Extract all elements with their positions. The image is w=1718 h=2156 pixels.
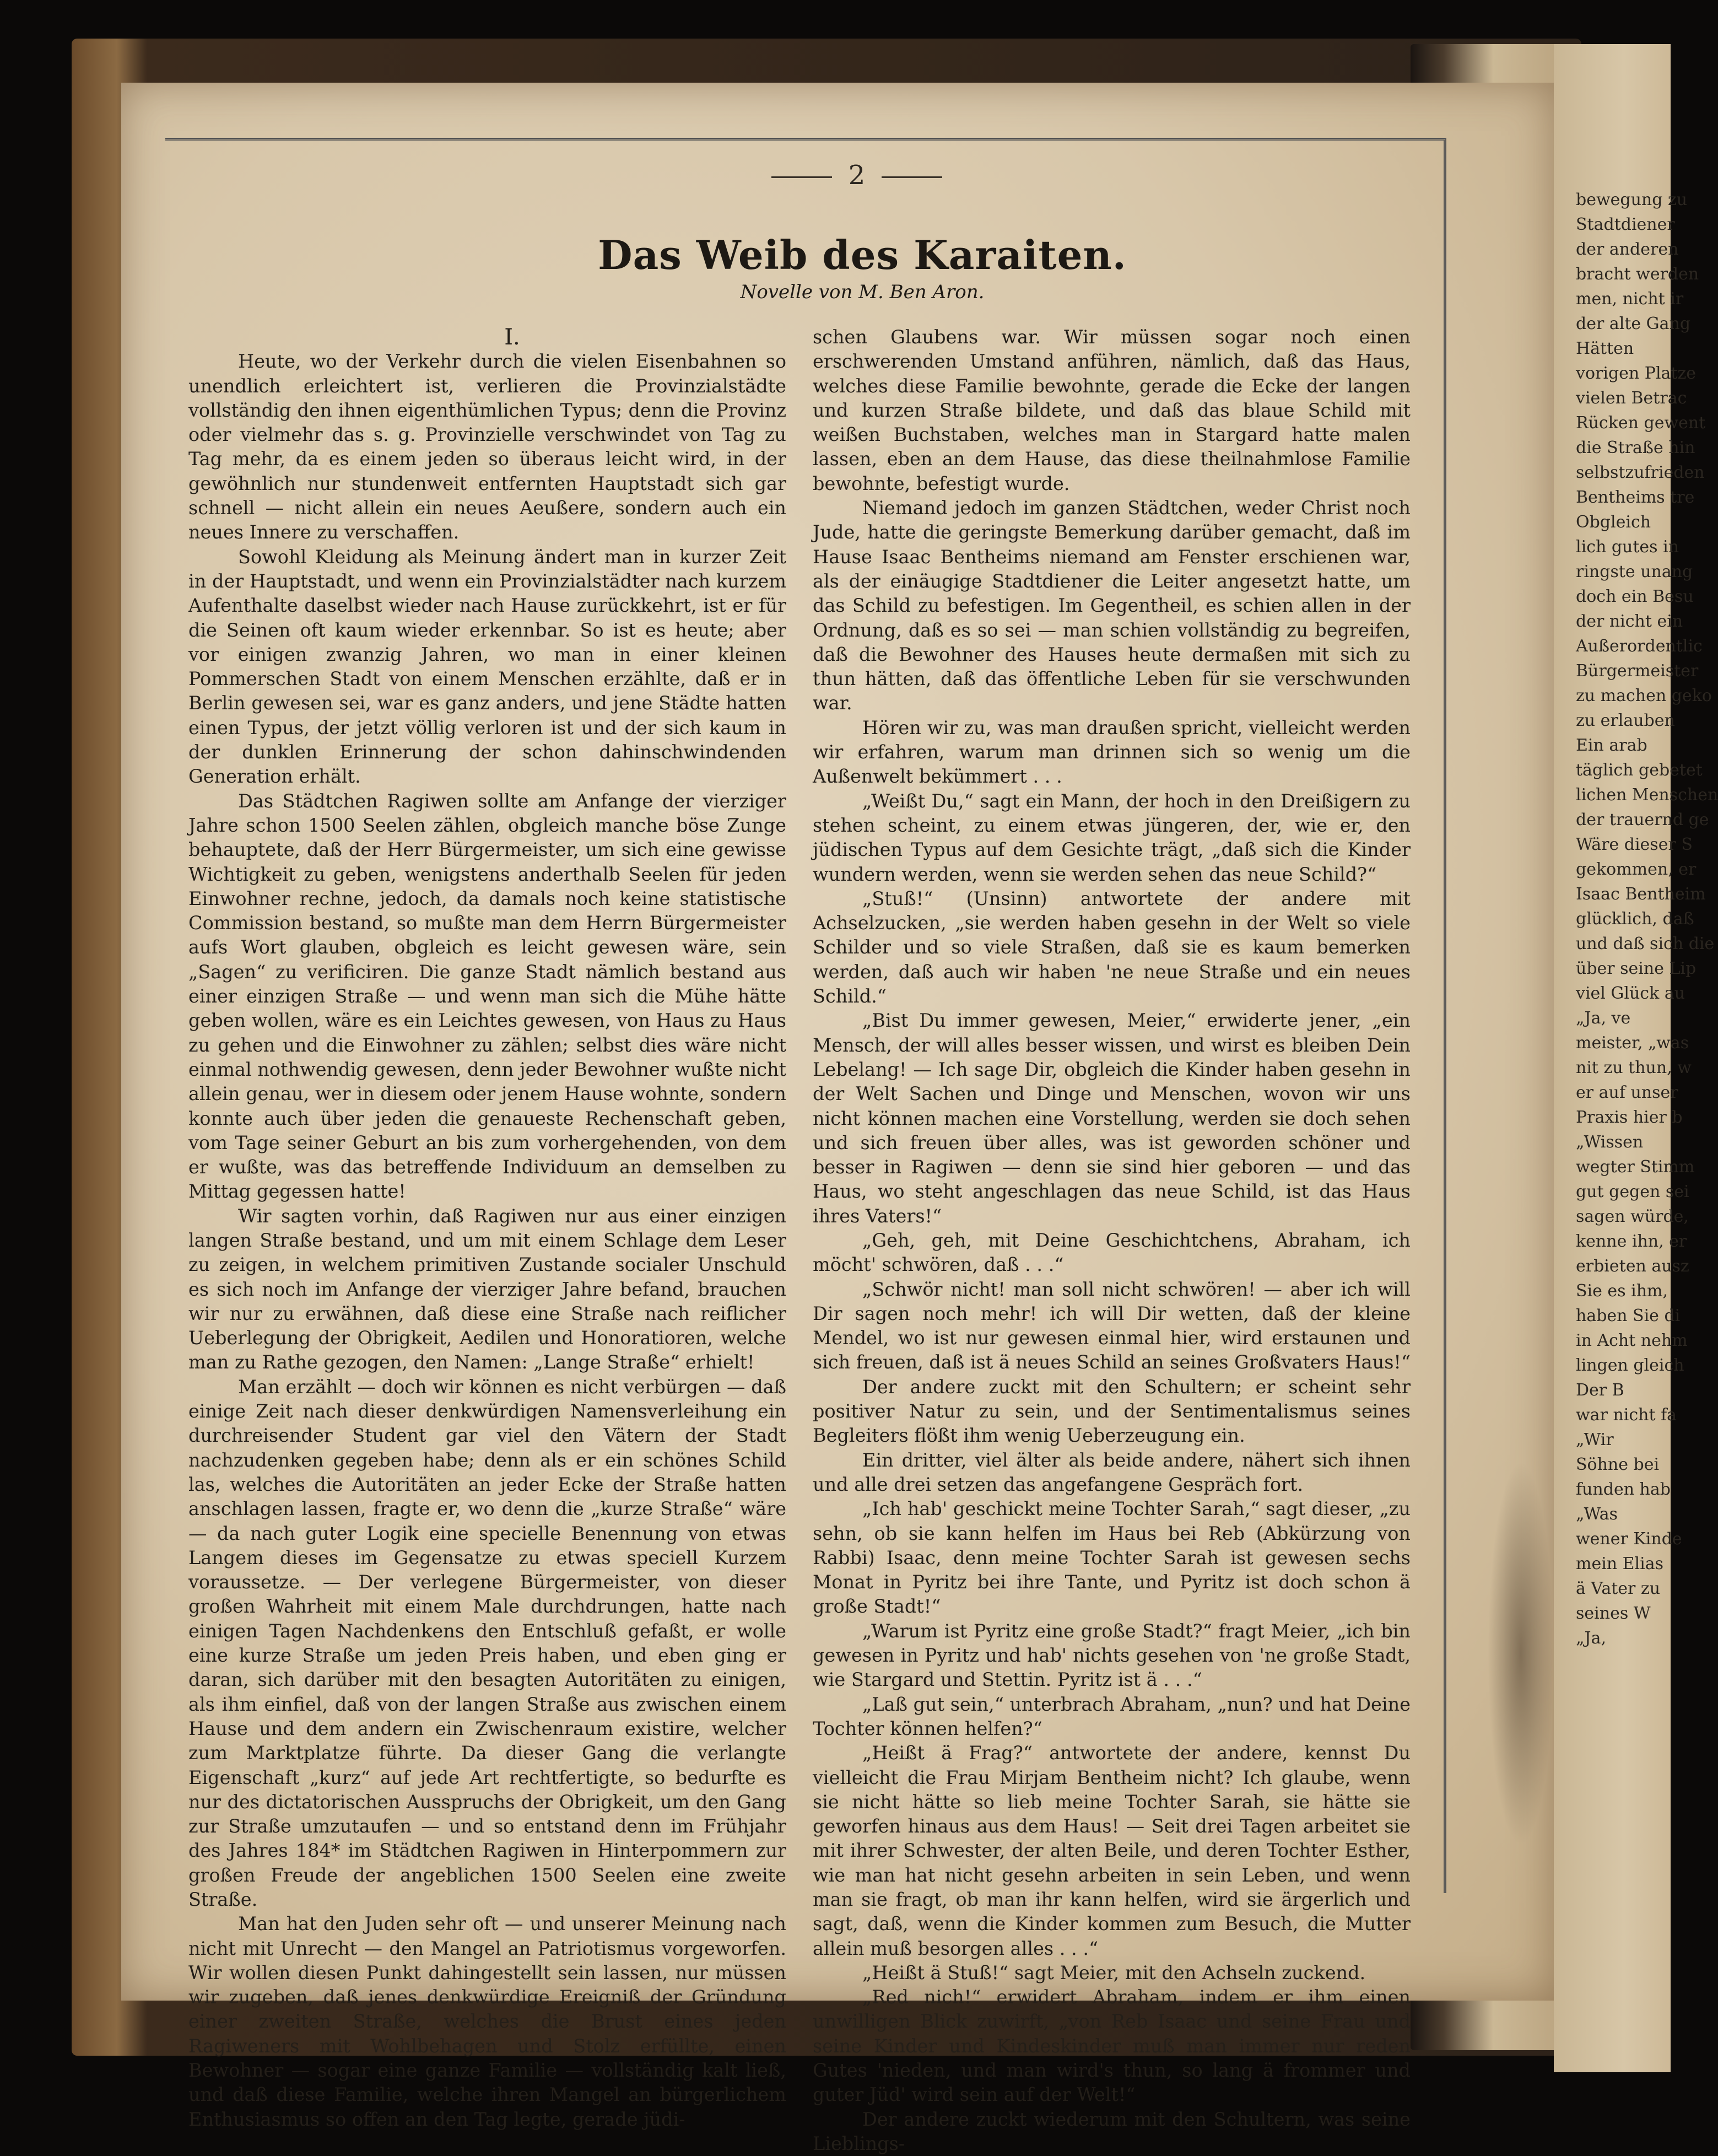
next-page-line: Rücken gewent — [1576, 413, 1706, 433]
next-page-line: Bentheims tre — [1576, 488, 1695, 507]
page-damage — [1488, 1460, 1554, 1846]
paragraph: „Geh, geh, mit Deine Geschichtchens, Abraham, ich möcht' schwören, daß . . .“ — [813, 1229, 1411, 1276]
next-page-fragment — [1554, 44, 1718, 2072]
next-page-line: Söhne bei — [1576, 1455, 1660, 1474]
paragraph: „Bist Du immer gewesen, Meier,“ erwiderte jener, „ein Mensch, der will alles besser wissen, und wirst es bleiben Dein Lebelang! — Ich sage Dir, obgleich die Kinder haben gesehn in der Welt Sachen und Dinge und Menschen, wovon wir uns nicht können machen eine Vorstellung, werden sie doch sehen und sich freuen über alles, was ist geworden schöner und besser in Ragiwen — denn sie sind hier geboren — und das Haus, wo steht angeschlagen das neue Schild, ist das Haus ihres Vaters!“ — [813, 1010, 1411, 1227]
next-page-line: wegter Stimm — [1576, 1157, 1695, 1177]
next-page-line: haben Sie di — [1576, 1306, 1681, 1325]
next-page-line: zu erlauben — [1576, 711, 1675, 730]
next-page-line: men, nicht ir — [1576, 289, 1684, 309]
next-page-line: bewegung zu — [1576, 190, 1688, 209]
next-page-line: war nicht fa — [1576, 1405, 1677, 1425]
paragraph: „Weißt Du,“ sagt ein Mann, der hoch in den Dreißigern zu stehen scheint, zu einem etwas jüngeren, der, wie er, den jüdischen Typus auf dem Gesichte trägt, „daß sich die Kinder wundern werden, wenn sie werden sehen das neue Schild?“ — [813, 790, 1411, 885]
next-page-line: Außerordentlic — [1576, 637, 1703, 656]
paragraph: „Heißt ä Frag?“ antwortete der andere, kennst Du vielleicht die Frau Mirjam Bentheim nicht? Ich glaube, wenn sie nicht hätte so lieb meine Tochter Sarah, sie hätte sie geworfen hinaus aus dem Haus! — Seit drei Tagen arbeitet sie mit ihrer Schwester, der alten Beile, und deren Tochter Esther, wie man hat nicht gesehn arbeiten in sein Leben, und wenn man sie fragt, ob man ihr kann helfen, wird sie ärgerlich und sagt, daß, wenn die Kinder kommen zum Besuch, die Mutter allein muß besorgen alles . . .“ — [813, 1742, 1411, 1959]
next-page-line: „Ja, — [1576, 1629, 1606, 1648]
article-title: Das Weib des Karaiten. — [598, 231, 1127, 278]
next-page-line: Obgleich — [1576, 513, 1651, 532]
next-page-line: über seine Lip — [1576, 959, 1697, 978]
right-column — [813, 325, 1411, 2156]
next-page-line: „Wir — [1576, 1430, 1614, 1449]
next-page-line: erbieten ausz — [1576, 1257, 1689, 1276]
paragraph: „Stuß!“ (Unsinn) antwortete der andere mit Achselzucken, „sie werden haben gesehn in der Welt so viele Schilder und so viele Straßen, daß sie es kaum bemerken werden, daß auch wir haben 'ne neue Straße und ein neues Schild.“ — [813, 887, 1411, 1007]
next-page-line: Sie es ihm, — [1576, 1281, 1668, 1301]
next-page-line: seines W — [1576, 1604, 1651, 1623]
next-page-line: funden hab — [1576, 1480, 1671, 1499]
paragraph: Heute, wo der Verkehr durch die vielen Eisenbahnen so unendlich erleichtert ist, verlieren die Provinzialstädte vollständig den ihnen eigenthümlichen Typus; denn die Provinz oder vielmehr das s. g. Provinzielle verschwindet von Tag zu Tag mehr, da es einem jeden so überaus leicht wird, in der gewöhnlich nur stundenweit entfernten Hauptstadt sich gar schnell — nicht allein ein neues Aeußere, sondern auch ein neues Innere zu verschaffen. — [188, 351, 786, 543]
paragraph: Niemand jedoch im ganzen Städtchen, weder Christ noch Jude, hatte die geringste Bemerkung darüber gemacht, daß im Hause Isaac Bentheims niemand am Fenster erschienen war, als der einäugige Stadtdiener die Leiter angesetzt hatte, um das Schild zu befestigen. Im Gegentheil, es schien allen in der Ordnung, daß es so sei — man schien vollständig zu begreifen, daß die Bewohner des Hauses heute dermaßen mit sich zu thun hätten, daß das öffentliche Leben für sie verschwunden war. — [813, 497, 1411, 714]
next-page-line: vorigen Platze — [1576, 364, 1697, 383]
next-page-line: in Acht nehm — [1576, 1331, 1688, 1350]
next-page-line: Hätten — [1576, 339, 1634, 358]
article-subtitle: Novelle von M. Ben Aron. — [740, 281, 985, 303]
next-page-line: der anderen — [1576, 240, 1679, 259]
next-page-line: sagen würde, — [1576, 1207, 1689, 1226]
next-page-line: lich gutes in — [1576, 537, 1679, 557]
paragraph: Hören wir zu, was man draußen spricht, vielleicht werden wir erfahren, warum man drinnen sich so wenig um die Außenwelt bekümmert . . . — [813, 716, 1411, 788]
next-page-line: Stadtdiener — [1576, 215, 1675, 234]
next-page-line: kenne ihn, er — [1576, 1232, 1687, 1251]
next-page-line: bracht werden — [1576, 265, 1699, 284]
paragraph: „Red nich!“ erwidert Abraham, indem er ihm einen unwilligen Blick zuwirft, „von Reb Isaac und seine Frau und seine Kinder und Kindeskinder muß man immer nur reden Gutes 'nieden, und man wird's thun, so lang ä frommer und guter Jüd' wird sein auf der Welt!“ — [813, 1986, 1411, 2106]
next-page-line: ä Vater zu — [1576, 1579, 1661, 1598]
left-column — [188, 325, 786, 2132]
paragraph: Der andere zuckt mit den Schultern; er scheint sehr positiver Natur zu sein, und der Sentimentalismus seines Begleiters flößt ihm wenig Ueberzeugung ein. — [813, 1376, 1411, 1447]
next-page-line: die Straße hin — [1576, 438, 1695, 457]
next-page-line: Ein arab — [1576, 736, 1647, 755]
next-page-line: und daß sich die — [1576, 934, 1715, 953]
next-page-line: ringste unang — [1576, 562, 1693, 581]
next-page-line: wener Kinde — [1576, 1529, 1682, 1549]
next-page-line: „Ja, ve — [1576, 1009, 1631, 1028]
next-page-line: Praxis hier b — [1576, 1108, 1683, 1127]
section-number: I. — [504, 325, 520, 350]
paragraph: „Warum ist Pyritz eine große Stadt?“ fragt Meier, „ich bin gewesen in Pyritz und hab' nichts gesehen von 'ne große Stadt, wie Stargard und Stettin. Pyritz ist ä . . .“ — [813, 1620, 1411, 1691]
next-page-line: Bürgermeister — [1576, 661, 1699, 681]
next-page-line: lingen gleich — [1576, 1356, 1684, 1375]
next-page-line: er auf unser — [1576, 1083, 1678, 1102]
next-page-line: „Wissen — [1576, 1133, 1644, 1152]
next-page-line: „Was — [1576, 1505, 1618, 1524]
next-page-line: selbstzufrieden — [1576, 463, 1705, 482]
paragraph: schen Glaubens war. Wir müssen sogar noch einen erschwerenden Umstand anführen, nämlich, daß das Haus, welches diese Familie bewohnte, gerade die Ecke der langen und kurzen Straße bildete, und daß das blaue Schild mit weißen Buchstaben, welches man in Stargard hatte malen lassen, eben an dem Hause, das diese theilnahmlose Familie bewohnte, befestigt wurde. — [813, 326, 1411, 494]
next-page-line: nit zu thun, w — [1576, 1058, 1692, 1077]
next-page-line: viel Glück au — [1576, 984, 1685, 1003]
paragraph: „Schwör nicht! man soll nicht schwören! — aber ich will Dir sagen noch mehr! ich will Dir wetten, daß der kleine Mendel, wo ist nur gewesen einmal hier, wird erstaunen und sich freuen, daß ist ä neues Schild an seines Großvaters Haus!“ — [813, 1278, 1411, 1373]
next-page-line: glücklich, daß — [1576, 909, 1694, 929]
next-page-line: lichen Menschen — [1576, 785, 1718, 805]
next-page-line: mein Elias — [1576, 1554, 1664, 1573]
page-number: 2 — [691, 160, 1022, 191]
next-page-line: vielen Betrac — [1576, 389, 1687, 408]
paragraph: Wir sagten vorhin, daß Ragiwen nur aus einer einzigen langen Straße bestand, und um mit einem Schlage dem Leser zu zeigen, in welchem primitiven Zustande socialer Unschuld es sich noch im Anfange der vierziger Jahre befand, brauchen wir nur zu erwähnen, daß diese eine Straße nach reiflicher Ueberlegung der Obrigkeit, Aedilen und Honoratioren, welche man zu Rathe gezogen, den Namen: „Lange Straße“ erhielt! — [188, 1205, 786, 1373]
next-page-line: zu machen geko — [1576, 686, 1712, 705]
paragraph: Ein dritter, viel älter als beide andere, nähert sich ihnen und alle drei setzen das angefangene Gespräch fort. — [813, 1449, 1411, 1495]
next-page-line: gekommen, er — [1576, 860, 1697, 879]
paragraph: Das Städtchen Ragiwen sollte am Anfange der vierziger Jahre schon 1500 Seelen zählen, obgleich manche böse Zunge behauptete, daß der Herr Bürgermeister, um sich eine gewisse Wichtigkeit zu geben, wenigstens anderthalb Seelen für jeden Einwohner rechne, jedoch, da damals noch keine statistische Commission bestand, so mußte man dem Herrn Bürgermeister aufs Wort glauben, obgleich es leicht gewesen wäre, sein „Sagen“ zu verificiren. Die ganze Stadt nämlich bestand aus einer einzigen Straße — und wenn man sich die Mühe hätte geben wollen, wäre es ein Leichtes gewesen, von Haus zu Haus zu gehen und die Einwohner zu zählen; selbst dies wäre nicht einmal nothwendig gewesen, denn jeder Bewohner wußte nicht allein genau, wer in diesem oder jenem Hause wohnte, sondern konnte auch über jeden die genaueste Rechenschaft geben, vom Tage seiner Geburt an bis zum vorhergehenden, von dem er wußte, was das betreffende Individuum an demselben zu Mittag gegessen hatte! — [188, 790, 786, 1203]
next-page-line: gut gegen sei — [1576, 1182, 1689, 1201]
next-page-line: der nicht ein — [1576, 612, 1683, 631]
paragraph: „Ich hab' geschickt meine Tochter Sarah,“ sagt dieser, „zu sehn, ob sie kann helfen im Haus bei Reb (Abkürzung von Rabbi) Isaac, denn meine Tochter Sarah ist gewesen sechs Monat in Pyritz bei ihre Tante, und Pyritz ist doch schon ä große Stadt!“ — [813, 1498, 1411, 1618]
paragraph: Man hat den Juden sehr oft — und unserer Meinung nach nicht mit Unrecht — den Mangel an Patriotismus vorgeworfen. Wir wollen diesen Punkt dahingestellt sein lassen, nur müssen wir zugeben, daß jenes denkwürdige Ereigniß der Gründung einer zweiten Straße, welches die Brust eines jeden Ragiweners mit Wohlbehagen und Stolz erfüllte, einen Bewohner — sogar eine ganze Familie — vollständig kalt ließ, und daß diese Familie, welche ihren Mangel an bürgerlichem Enthusiasmus so offen an den Tag legte, gerade jüdi- — [188, 1913, 786, 2130]
next-page-line: Wäre dieser S — [1576, 835, 1693, 854]
next-page-line: meister, „was — [1576, 1033, 1689, 1053]
paragraph: Der andere zuckt wiederum mit den Schultern, was seine Lieblings- — [813, 2108, 1411, 2154]
next-page-line: doch ein Besu — [1576, 587, 1694, 606]
next-page-line: täglich gebetet — [1576, 761, 1703, 780]
paragraph: „Heißt ä Stuß!“ sagt Meier, mit den Achseln zuckend. — [862, 1961, 1366, 1983]
paragraph: Sowohl Kleidung als Meinung ändert man in kurzer Zeit in der Hauptstadt, und wenn ein Provinzialstädter nach kurzem Aufenthalte daselbst wieder nach Hause zurückkehrt, ist er für die Seinen oft kaum wieder erkennbar. So ist es heute; aber vor einigen zwanzig Jahren, wo man in einer kleinen Pommerschen Stadt von einem Menschen erzählte, daß er in Berlin gewesen sei, war es ganz anders, und jene Städte hatten einen Typus, der jetzt völlig verloren ist und der sich kaum in der dunklen Erinnerung der schon dahinschwindenden Generation erhält. — [188, 546, 786, 788]
next-page-line: Der B — [1576, 1381, 1624, 1400]
next-page-line: Isaac Bentheim — [1576, 885, 1706, 904]
paragraph: Man erzählt — doch wir können es nicht verbürgen — daß einige Zeit nach dieser denkwürdigen Namensverleihung ein durchreisender Student gar viel den Vätern der Stadt nachzudenken gegeben habe; denn als er ein schönes Schild las, welches die Autoritäten an jeder Ecke der Straße hatten anschlagen lassen, fragte er, wo denn die „kurze Straße“ wäre — da nach guter Logik eine specielle Benennung von etwas Langem dieses im Gegensatze zu etwas speciell Kurzem voraussetze. — Der verlegene Bürgermeister, von dieser großen Wahrheit mit einem Male durchdrungen, hatte nach einigen Tagen Nachdenkens den Entschluß gefaßt, er wolle eine kurze Straße um jeden Preis haben, und eben ging er daran, sich darüber mit den besagten Autoritäten zu einigen, als ihm einfiel, daß von der langen Straße aus zwischen einem Hause und dem andern ein Zwischenraum existire, welcher zum Marktplatze führte. Da dieser Gang die verlangte Eigenschaft „kurz“ auf jede Art rechtfertigte, so bedurfte es nur des dictatorischen Ausspruchs der Obrigkeit, um den Gang zur Straße umzutaufen — und so entstand denn im Frühjahr des Jahres 184* im Städtchen Ragiwen in Hinterpommern zur großen Freude der angeblichen 1500 Seelen eine zweite Straße. — [188, 1376, 786, 1910]
paragraph: „Laß gut sein,“ unterbrach Abraham, „nun? und hat Deine Tochter können helfen?“ — [813, 1693, 1411, 1739]
next-page-line: der alte Gang — [1576, 314, 1691, 333]
next-page-line: der trauernd ge — [1576, 810, 1709, 829]
